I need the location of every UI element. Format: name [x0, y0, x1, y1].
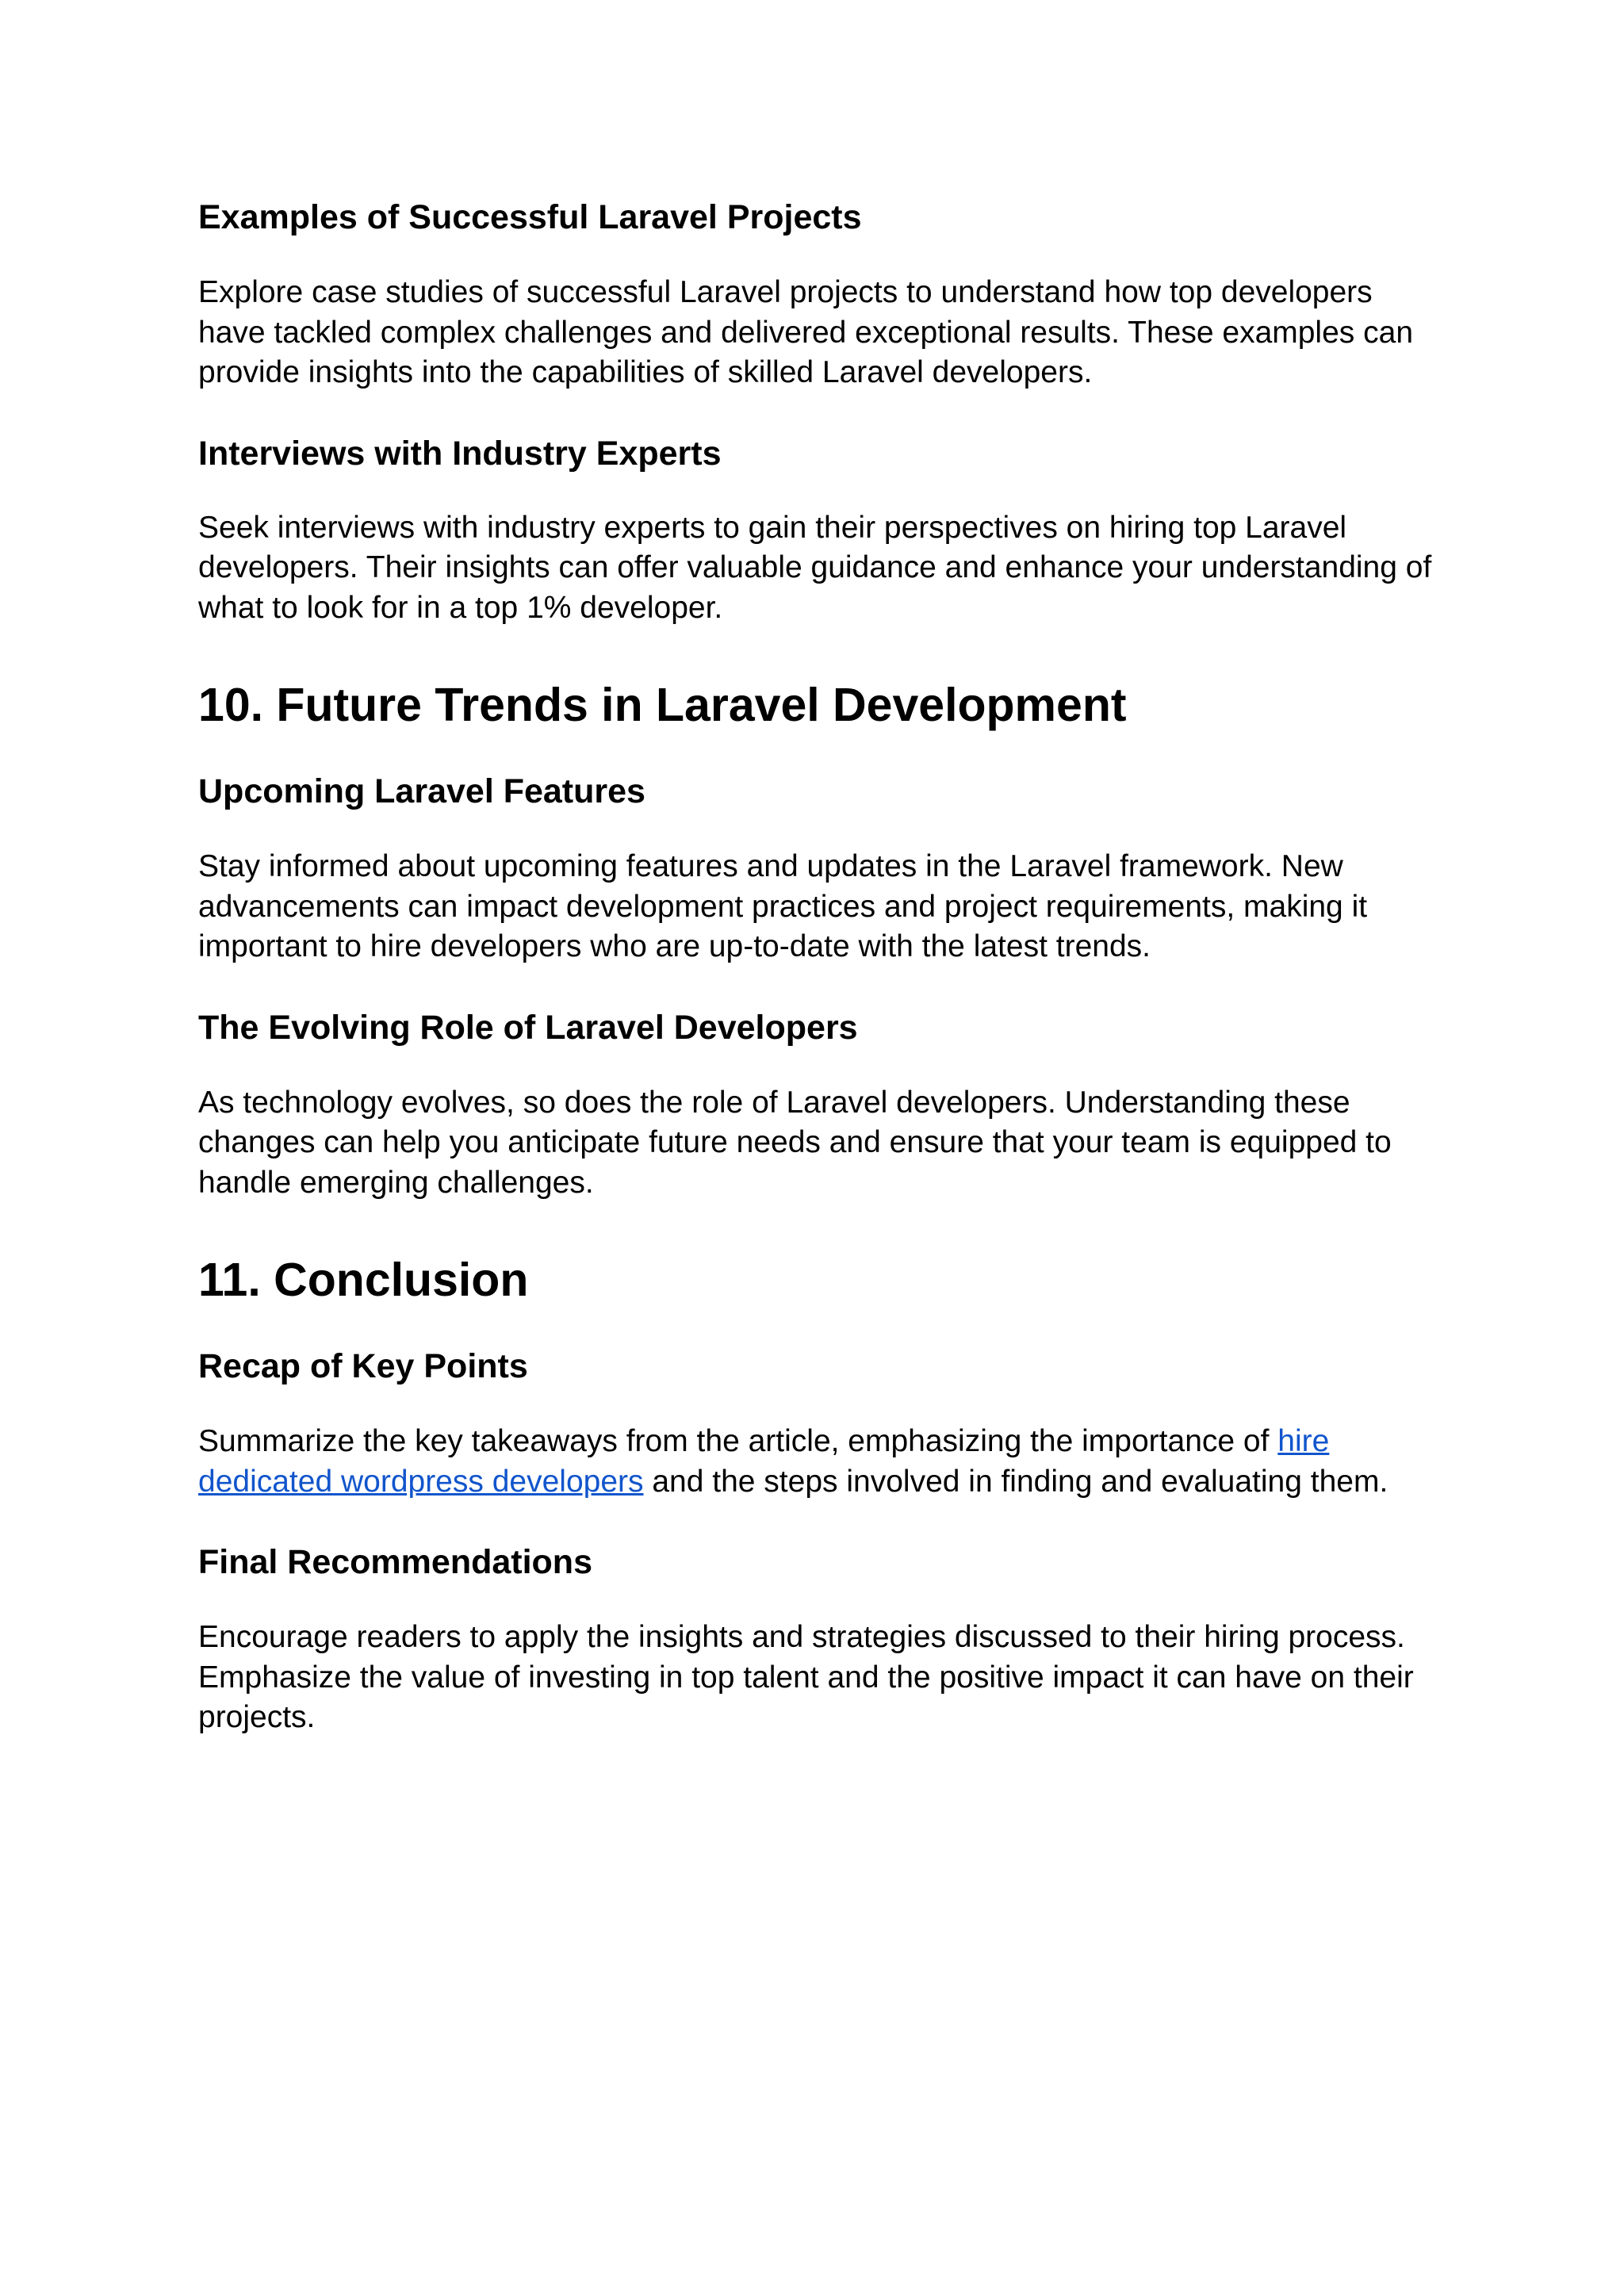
heading-successful-projects: Examples of Successful Laravel Projects — [198, 198, 862, 236]
hire-wordpress-developers-link[interactable]: hire dedicated wordpress developers — [198, 1424, 1330, 1499]
heading-recap: Recap of Key Points — [198, 1347, 528, 1385]
paragraph-upcoming-features: Stay informed about upcoming features and updates in the Laravel framework. New advancements can impact development practices and project requirements, making it important to hire developers who are up-to-date with the latest trends. — [198, 849, 1368, 963]
paragraph-final-recommendations: Encourage readers to apply the insights and strategies discussed to their hiring process. Emphasize the value of investing in top talent and the positive impact it can have on their projects. — [198, 1620, 1414, 1734]
paragraph-evolving-role: As technology evolves, so does the role of Laravel developers. Understanding these changes can help you anticipate future needs and ensure that your team is equipped to handle emerging challenges. — [198, 1085, 1392, 1200]
recap-text-after-link: and the steps involved in finding and evaluating them. — [643, 1464, 1388, 1499]
section-title-future-trends: 10. Future Trends in Laravel Development — [198, 679, 1127, 731]
heading-final-recommendations: Final Recommendations — [198, 1543, 592, 1581]
recap-text-before-link: Summarize the key takeaways from the article, emphasizing the importance of — [198, 1424, 1278, 1458]
paragraph-recap — [198, 1422, 1435, 1502]
section-title-conclusion: 11. Conclusion — [198, 1254, 529, 1306]
heading-industry-experts: Interviews with Industry Experts — [198, 434, 722, 473]
heading-upcoming-features: Upcoming Laravel Features — [198, 772, 645, 810]
paragraph-successful-projects: Explore case studies of successful Laravel projects to understand how top developers have tackled complex challenges and delivered exceptional results. These examples can provide insights into the capabilities of skilled Laravel developers. — [198, 275, 1414, 389]
document-content — [198, 197, 1435, 1738]
paragraph-industry-experts: Seek interviews with industry experts to gain their perspectives on hiring top Laravel developers. Their insights can offer valuable guidance and enhance your understanding of what to look for in a top 1% developer. — [198, 510, 1432, 625]
heading-evolving-role: The Evolving Role of Laravel Developers — [198, 1008, 858, 1047]
